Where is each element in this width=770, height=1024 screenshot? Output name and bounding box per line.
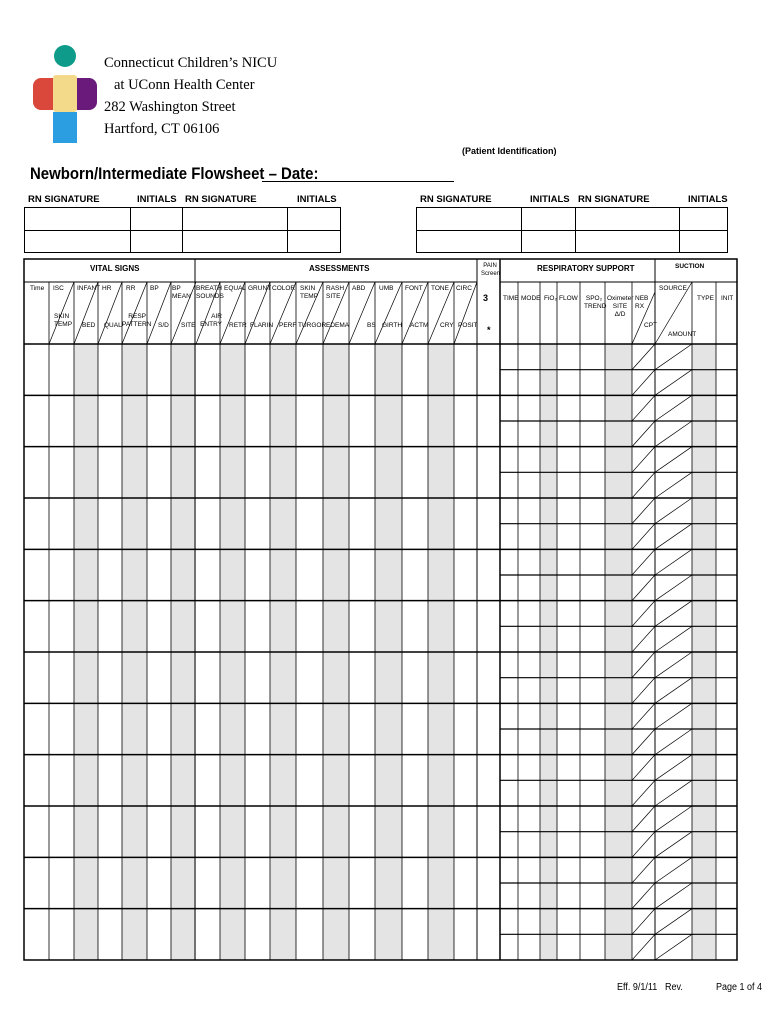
revision-label: Rev. bbox=[665, 982, 683, 993]
initials-label-3: INITIALS bbox=[530, 194, 570, 205]
col-girth: GIRTH bbox=[382, 322, 403, 329]
assessments-header: ASSESSMENTS bbox=[309, 264, 370, 273]
org-name: Connecticut Children’s NICU bbox=[104, 55, 278, 71]
col-color: COLOR bbox=[272, 285, 296, 292]
patient-identification-label: (Patient Identification) bbox=[462, 146, 557, 156]
col-cpt: CPT bbox=[644, 322, 657, 329]
rn-signature-label-1: RN SIGNATURE bbox=[28, 194, 100, 205]
col-resp-pattern: RESP PATTERN bbox=[122, 313, 152, 328]
col-air-entry: AIR ENTRY bbox=[200, 313, 222, 328]
col-type: TYPE bbox=[697, 295, 714, 302]
col-isc: ISC bbox=[53, 285, 64, 292]
org-location: at UConn Health Center bbox=[114, 77, 255, 93]
col-source: SOURCE bbox=[659, 285, 687, 292]
col-circ: CIRC bbox=[456, 285, 472, 292]
initials-label-1: INITIALS bbox=[137, 194, 177, 205]
col-rs-time: TIME bbox=[503, 295, 519, 302]
col-skin-temp-assess: SKIN TEMP bbox=[300, 285, 319, 300]
col-equal: EQUAL bbox=[224, 285, 247, 292]
page-title: Newborn/Intermediate Flowsheet – Date: bbox=[30, 164, 319, 183]
col-infant: INFANT bbox=[77, 285, 101, 292]
col-breath-sounds: BREATH SOUNDS bbox=[196, 285, 224, 300]
col-turgor: TURGOR bbox=[298, 322, 327, 329]
initials-label-2: INITIALS bbox=[297, 194, 337, 205]
vital-signs-header: VITAL SIGNS bbox=[90, 264, 140, 273]
pain-screen-header: PAIN Screen bbox=[481, 263, 501, 277]
col-sd: S/D bbox=[158, 322, 169, 329]
col-spo2-trend: SPO₂ TREND bbox=[584, 295, 607, 310]
col-fio2: FiO₂ bbox=[544, 295, 557, 302]
col-cry: CRY bbox=[440, 322, 454, 329]
col-site: SITE bbox=[181, 322, 196, 329]
street-address: 282 Washington Street bbox=[104, 99, 236, 115]
city-state: Hartford, CT 06106 bbox=[104, 121, 220, 137]
col-perf: PERF bbox=[279, 322, 297, 329]
page-number: Page 1 of 4 bbox=[716, 982, 763, 993]
pain-asterisk: * bbox=[487, 325, 491, 335]
col-time: Time bbox=[30, 285, 45, 292]
col-bp-mean: BP MEAN bbox=[172, 285, 191, 300]
pain-score-3: 3 bbox=[483, 293, 489, 303]
initials-label-4: INITIALS bbox=[688, 194, 728, 205]
col-retr: RETR bbox=[229, 322, 247, 329]
col-qual: QUAL bbox=[104, 322, 122, 329]
col-tone: TONE bbox=[431, 285, 449, 292]
col-actm: ACTM bbox=[410, 322, 429, 329]
col-rash-site: RASH SITE bbox=[326, 285, 345, 300]
col-bs: BS bbox=[367, 322, 376, 329]
col-skin-temp: SKIN TEMP bbox=[54, 313, 73, 328]
effective-date: Eff. 9/1/11 bbox=[617, 982, 658, 993]
col-init: INIT bbox=[721, 295, 734, 302]
col-neb-rx: NEB RX bbox=[635, 295, 649, 310]
col-mode: MODE bbox=[521, 295, 541, 302]
col-bp: BP bbox=[150, 285, 159, 292]
col-bed: BED bbox=[82, 322, 96, 329]
col-grunt: GRUNT bbox=[248, 285, 272, 292]
rn-signature-label-3: RN SIGNATURE bbox=[420, 194, 492, 205]
col-amount: AMOUNT bbox=[668, 331, 697, 338]
col-rr: RR bbox=[126, 285, 136, 292]
rn-signature-label-2: RN SIGNATURE bbox=[185, 194, 257, 205]
col-posit: POSIT bbox=[458, 322, 478, 329]
col-oximeter-site: Oximeter SITE Δ/D bbox=[607, 295, 634, 318]
suction-header: SUCTION bbox=[675, 263, 705, 270]
col-flarin: FLARIN bbox=[250, 322, 274, 329]
col-edema: EDEMA bbox=[326, 322, 350, 329]
respiratory-support-header: RESPIRATORY SUPPORT bbox=[537, 264, 635, 273]
col-flow: FLOW bbox=[559, 295, 578, 302]
col-abd: ABD bbox=[352, 285, 366, 292]
rn-signature-label-4: RN SIGNATURE bbox=[578, 194, 650, 205]
col-font: FONT bbox=[405, 285, 423, 292]
col-umb: UMB bbox=[379, 285, 394, 292]
col-hr: HR bbox=[102, 285, 112, 292]
